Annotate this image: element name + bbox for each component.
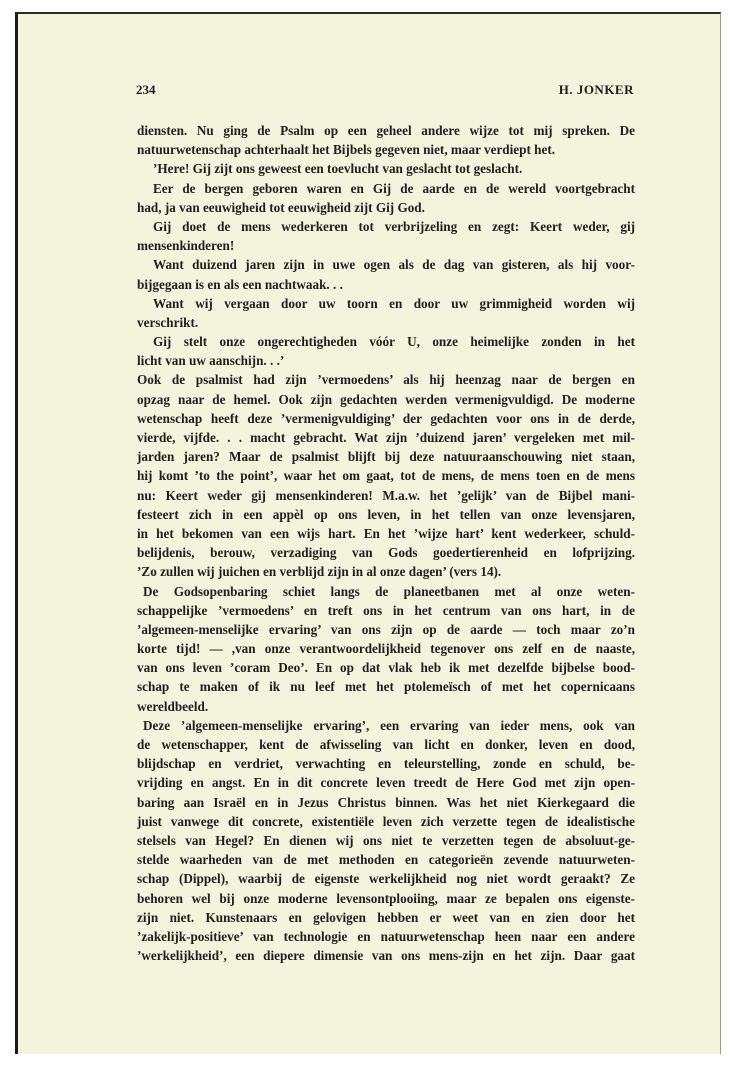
text-line: korte tijd! — ,van onze verantwoordelijkheid tegenover ons zelf en de naaste, (137, 641, 635, 657)
text-line: ’Zo zullen wij juichen en verblijd zijn in al onze dagen’ (vers 14). (137, 564, 502, 580)
author-name: H. JONKER (558, 82, 634, 97)
text-line: Ook de psalmist had zijn ’vermoedens’ als hij heenzag naar de bergen en (137, 372, 635, 388)
psalm-quote-line: verschrikt. (137, 314, 199, 330)
text-line: de wetenschapper, kent de afwisseling van licht en donker, leven en dood, (137, 737, 635, 752)
psalm-quote-line: Want wij vergaan door uw toorn en door uw grimmigheid worden wij (153, 295, 635, 311)
text-line: vrijding en angst. En in dit concrete leven treedt de Here God met zijn open- (137, 775, 635, 791)
text-line: vierde, vijfde. . . macht gebracht. Wat zijn ’duizend jaren’ vergeleken met mil- (137, 430, 635, 445)
text-line: opzag naar de hemel. Ook zijn gedachten werden vermenigvuldigd. De moderne (137, 391, 635, 407)
text-line: hij komt ’to the point’, waar het om gaat, tot de mens, de mens toen en de mens (137, 468, 635, 484)
text-line: Deze ’algemeen-menselijke ervaring’, een ervaring van ieder mens, ook van (143, 717, 635, 733)
text-line: behoren wel bij onze moderne levensontplooiing, maar ze bepalen ons eigenste- (137, 890, 635, 906)
text-line: schap (Dippel), waarbij de eigenste werkelijkheid nog niet wordt geraakt? Ze (137, 871, 635, 887)
psalm-quote-line: licht van uw aanschijn. . .’ (137, 353, 285, 369)
text-line: ’algemeen-menselijke ervaring’ van ons zijn op de aarde — toch maar zo’n (137, 621, 635, 637)
text-line: zijn niet. Kunstenaars en gelovigen hebben er weet van en zien door het (137, 909, 635, 925)
text-line: wereldbeeld. (137, 698, 209, 714)
psalm-quote-line: bijgegaan is en als een nachtwaak. . . (137, 276, 343, 292)
psalm-quote-line: Gij doet de mens wederkeren tot verbrijzeling en zegt: Keert weder, gij (153, 218, 635, 234)
text-line: stelde waarheden van de met methoden en categorieën zevende natuurweten- (137, 852, 635, 868)
psalm-quote-line: Want duizend jaren zijn in uwe ogen als de dag van gisteren, als hij voor- (153, 257, 635, 273)
psalm-quote-line: Gij stelt onze ongerechtigheden vóór U, onze heimelijke zonden in het (153, 334, 635, 350)
psalm-quote-line: ’Here! Gij zijt ons geweest een toevlucht van geslacht tot geslacht. (153, 161, 523, 177)
text-line: baring aan Israël en in Jezus Christus binnen. Was het niet Kierkegaard die (137, 794, 635, 810)
text-line: schappelijke ’vermoedens’ en treft ons in het centrum van ons hart, in de (137, 602, 635, 618)
text-line: jarden jaren? Maar de psalmist blijft bij deze natuuraanschouwing niet staan, (137, 449, 635, 465)
body-text (137, 121, 635, 965)
psalm-quote-line: had, ja van eeuwigheid tot eeuwigheid zijt Gij God. (137, 199, 425, 215)
text-line: natuurwetenschap achterhaalt het Bijbels gegeven niet, maar verdiept het. (137, 142, 556, 158)
psalm-quote-line: Eer de bergen geboren waren en Gij de aarde en de wereld voortgebracht (153, 180, 635, 196)
text-line: van ons leven ’coram Deo’. En op dat vlak heb ik met dezelfde bijbelse bood- (137, 660, 635, 676)
text-line: nu: Keert weder gij mensenkinderen! M.a.w. het ’gelijk’ van de Bijbel mani- (137, 487, 635, 503)
text-line: ’werkelijkheid’, een diepere dimensie van ons mens-zijn en het zijn. Daar gaat (137, 948, 635, 964)
text-line: schap te maken of ik nu leef met het ptolemeïsch of met het copernicaans (137, 679, 635, 695)
psalm-quote-line: mensenkinderen! (137, 238, 235, 254)
text-line: ’zakelijk-positieve’ van technologie en natuurwetenschap heen naar een andere (137, 928, 635, 944)
running-head (136, 82, 634, 104)
text-line: festeert zich in een appèl op ons leven, in het tellen van onze levensjaren, (137, 506, 635, 522)
page-number: 234 (136, 82, 156, 97)
text-line: De Godsopenbaring schiet langs de planeetbanen met al onze weten- (143, 583, 635, 599)
text-line: diensten. Nu ging de Psalm op een geheel andere wijze tot mij spreken. De (137, 123, 635, 138)
text-line: juist vanwege dit concrete, existentiële leven zich verzette tegen de idealistische (137, 813, 635, 829)
text-line: in het bekomen van een wijs hart. En het ’wijze hart’ kent wederkeer, schuld- (137, 525, 635, 541)
text-line: stelsels van Hegel? En dienen wij ons niet te verzetten tegen de absoluut-ge- (137, 832, 635, 848)
text-line: wetenschap heeft deze ’vermenigvuldiging’ der gedachten voor ons in de derde, (137, 410, 635, 426)
text-line: belijdenis, berouw, verzadiging van Gods goedertierenheid en lofprijzing. (137, 545, 635, 561)
text-line: blijdschap en verdriet, verwachting en teleurstelling, zonde en schuld, be- (137, 756, 635, 772)
